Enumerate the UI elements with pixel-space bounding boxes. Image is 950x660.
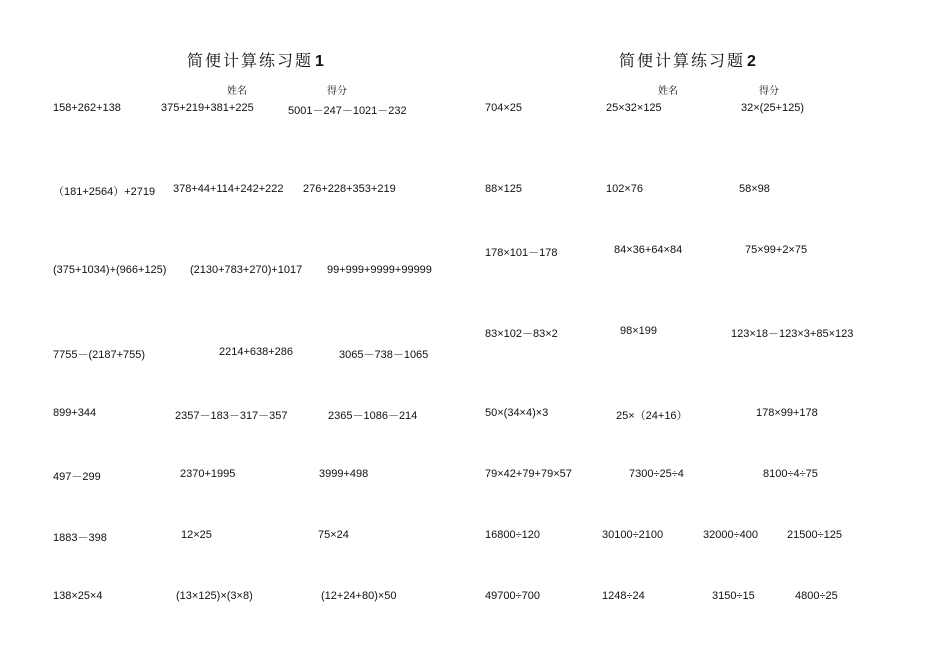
exercise: 2370+1995 — [180, 468, 236, 480]
exercise: 49700÷700 — [485, 590, 540, 602]
exercise: 2357－183－317－357 — [175, 410, 288, 422]
worksheet-2-title — [619, 48, 758, 71]
score-label: 得分 — [759, 86, 779, 97]
exercise: 375+219+381+225 — [161, 102, 254, 114]
exercise: (375+1034)+(966+125) — [53, 264, 167, 276]
exercise: 178×101－178 — [485, 247, 558, 259]
exercise: 2365－1086－214 — [328, 410, 418, 422]
exercise: 4800÷25 — [795, 590, 838, 602]
exercise: 58×98 — [739, 183, 770, 195]
exercise: 12×25 — [181, 529, 212, 541]
title-text: 简便计算练习题 — [619, 53, 746, 70]
exercise: 899+344 — [53, 407, 97, 419]
worksheet-1-title — [187, 48, 326, 71]
worksheet-2 — [475, 0, 950, 660]
exercise: 497－299 — [53, 471, 101, 483]
exercise: 7755－(2187+755) — [53, 349, 146, 361]
exercise: 79×42+79+79×57 — [485, 468, 572, 480]
exercise: 32×(25+125) — [741, 102, 804, 114]
exercise: 3065－738－1065 — [339, 349, 429, 361]
exercise: (13×125)×(3×8) — [176, 590, 253, 602]
title-number: 2 — [747, 53, 758, 70]
name-label: 姓名 — [227, 86, 247, 97]
title-number: 1 — [315, 53, 326, 70]
exercise: 178×99+178 — [756, 407, 818, 419]
exercise: 378+44+114+242+222 — [173, 183, 284, 195]
exercise: （181+2564）+2719 — [53, 186, 156, 198]
exercise: 102×76 — [606, 183, 644, 195]
exercise: 16800÷120 — [485, 529, 540, 541]
exercise: 1883－398 — [53, 532, 107, 544]
exercise: 50×(34×4)×3 — [485, 407, 549, 419]
exercise: 276+228+353+219 — [303, 183, 396, 195]
exercise: 123×18－123×3+85×123 — [731, 328, 854, 340]
exercise: 7300÷25÷4 — [629, 468, 684, 480]
exercise: 75×99+2×75 — [745, 244, 808, 256]
exercise: (12+24+80)×50 — [321, 590, 397, 602]
exercise: 84×36+64×84 — [614, 244, 683, 256]
exercise: 83×102－83×2 — [485, 328, 558, 340]
exercise: 75×24 — [318, 529, 349, 541]
exercise: 25×（24+16） — [616, 410, 688, 422]
exercise: 704×25 — [485, 102, 523, 114]
title-text: 简便计算练习题 — [187, 53, 314, 70]
exercise: 88×125 — [485, 183, 523, 195]
exercise: 98×199 — [620, 325, 658, 337]
score-label: 得分 — [327, 86, 347, 97]
exercise: 2214+638+286 — [219, 346, 294, 358]
exercise: 158+262+138 — [53, 102, 121, 114]
exercise: 32000÷400 — [703, 529, 758, 541]
exercise: 21500÷125 — [787, 529, 842, 541]
exercise: 138×25×4 — [53, 590, 103, 602]
exercise: 25×32×125 — [606, 102, 662, 114]
exercise: (2130+783+270)+1017 — [190, 264, 303, 276]
exercise: 8100÷4÷75 — [763, 468, 818, 480]
name-label: 姓名 — [658, 86, 678, 97]
exercise: 5001－247－1021－232 — [288, 105, 407, 117]
exercise: 99+999+9999+99999 — [327, 264, 432, 276]
exercise: 3150÷15 — [712, 590, 755, 602]
exercise: 30100÷2100 — [602, 529, 664, 541]
exercise: 3999+498 — [319, 468, 369, 480]
exercise: 1248÷24 — [602, 590, 645, 602]
